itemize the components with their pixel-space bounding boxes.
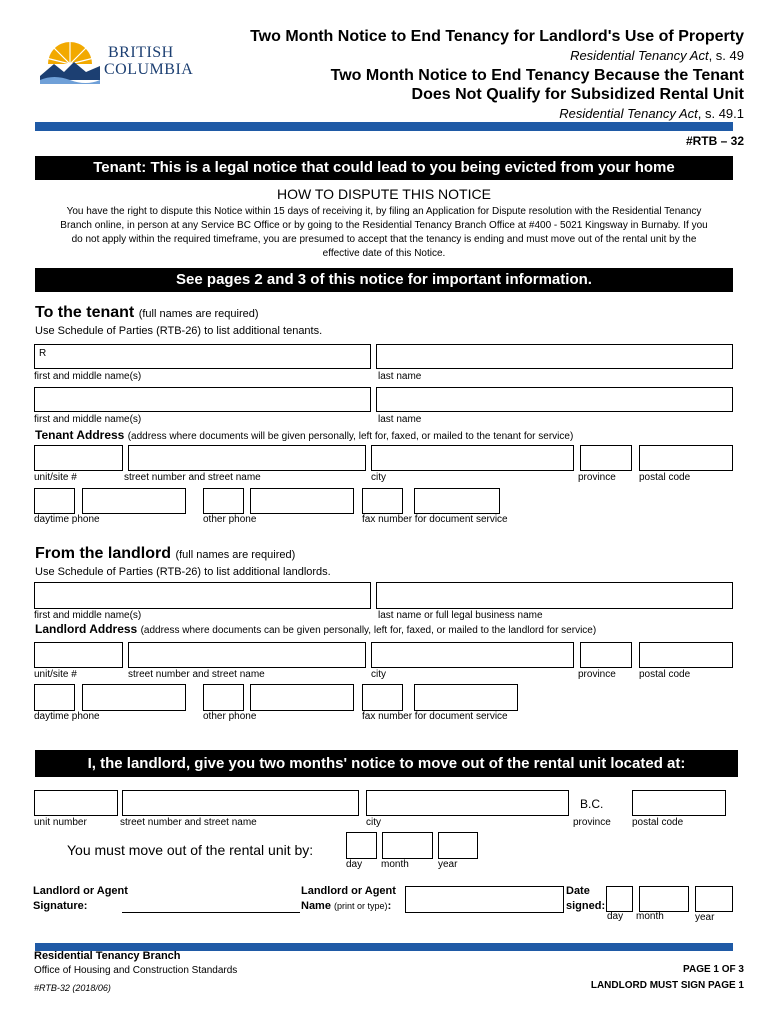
tenant-last-name-field-2[interactable] (376, 387, 733, 412)
logo-text-british: BRITISH (108, 44, 174, 61)
rental-street-field[interactable] (122, 790, 359, 816)
rental-unit-number-field[interactable] (34, 790, 118, 816)
tenant-title-note: (full names are required) (138, 308, 259, 320)
form-title-section-49-1-line1: Two Month Notice to End Tenancy Because the Tenant (330, 67, 744, 84)
landlord-city-field[interactable] (371, 642, 574, 668)
move-out-day-field[interactable] (346, 832, 377, 859)
footer-office: Office of Housing and Construction Standards (34, 965, 238, 976)
tenant-address-note: (address where documents will be given personally, left for, faxed, or mailed to the tenant for service) (127, 431, 574, 442)
tenant-province-label: province (578, 472, 616, 483)
signature-label (33, 884, 128, 914)
tenant-section-title (35, 304, 259, 322)
rental-unit-label: unit number (34, 817, 87, 828)
tenant-other-number[interactable] (250, 488, 354, 514)
signature-line[interactable] (122, 912, 300, 913)
agent-name-label-line2 (301, 899, 396, 914)
date-signed-year-label: year (695, 912, 715, 923)
landlord-daytime-phone-label: daytime phone (34, 711, 100, 722)
header-blue-rule (35, 122, 733, 131)
landlord-other-area-code[interactable] (203, 684, 244, 711)
rental-street-label: street number and street name (120, 817, 257, 828)
tenant-city-field[interactable] (371, 445, 574, 471)
signature-label-line1: Landlord or Agent (33, 885, 128, 897)
date-signed-label-line1: Date (566, 885, 590, 897)
act-section: , s. 49.1 (697, 106, 744, 121)
dispute-text (0, 205, 768, 261)
agent-name-label (301, 884, 396, 914)
bc-logo (38, 36, 198, 86)
form-number: #RTB – 32 (685, 134, 744, 148)
date-signed-month-label: month (636, 911, 664, 922)
rental-province-label: province (573, 817, 611, 828)
dispute-line-1: You have the right to dispute this Notice within 15 days of receiving it, by filing an Application for Dispute resolution with the Residential Tenancy (66, 206, 702, 217)
tenant-unit-field[interactable] (34, 445, 123, 471)
move-out-day-label: day (346, 859, 363, 870)
landlord-street-field[interactable] (128, 642, 366, 668)
landlord-section-title (35, 545, 295, 563)
important-info-bar: See pages 2 and 3 of this notice for important information. (35, 268, 733, 292)
tenant-first-name-label-2: first and middle name(s) (34, 414, 142, 425)
tenant-daytime-number[interactable] (82, 488, 186, 514)
tenant-street-label: street number and street name (124, 472, 261, 483)
tenant-fax-area-code[interactable] (362, 488, 403, 514)
tenant-street-field[interactable] (128, 445, 366, 471)
dispute-line-4: effective date of this Notice. (322, 248, 446, 259)
date-signed-day-label: day (607, 911, 624, 922)
rental-city-label: city (366, 817, 381, 828)
tenant-fax-label: fax number for document service (362, 514, 508, 525)
move-out-by-text: You must move out of the rental unit by: (67, 842, 314, 858)
form-title-section-49: Two Month Notice to End Tenancy for Landlord's Use of Property (250, 28, 744, 45)
footer-page-number: PAGE 1 OF 3 (683, 964, 744, 975)
move-out-month-label: month (381, 859, 409, 870)
tenant-daytime-area-code[interactable] (34, 488, 75, 514)
tenant-province-field[interactable] (580, 445, 632, 471)
tenant-last-name-label-2: last name (378, 414, 422, 425)
agent-name-label-line1: Landlord or Agent (301, 885, 396, 897)
rental-province-bc: B.C. (580, 797, 604, 811)
landlord-schedule-note: Use Schedule of Parties (RTB-26) to list additional landlords. (35, 566, 331, 578)
landlord-city-label: city (371, 669, 386, 680)
dispute-heading: HOW TO DISPUTE THIS NOTICE (277, 186, 491, 202)
landlord-address-title-text: Landlord Address (35, 622, 138, 636)
rental-postal-field[interactable] (632, 790, 726, 816)
act-reference-49-1 (559, 106, 744, 121)
landlord-title-note: (full names are required) (175, 549, 296, 561)
landlord-last-name-field[interactable] (376, 582, 733, 609)
landlord-last-name-label: last name or full legal business name (378, 610, 543, 621)
date-signed-month-field[interactable] (639, 886, 689, 912)
footer-branch: Residential Tenancy Branch (34, 950, 181, 962)
footer-must-sign: LANDLORD MUST SIGN PAGE 1 (590, 980, 744, 991)
landlord-first-name-label: first and middle name(s) (34, 610, 142, 621)
landlord-other-number[interactable] (250, 684, 354, 711)
landlord-fax-area-code[interactable] (362, 684, 403, 711)
tenant-postal-field[interactable] (639, 445, 733, 471)
agent-name-field[interactable] (405, 886, 564, 913)
date-signed-day-field[interactable] (606, 886, 633, 912)
bc-logo-emblem-icon (38, 36, 102, 84)
act-reference-49 (570, 48, 744, 63)
date-signed-label-line2: signed: (566, 900, 606, 912)
tenant-other-phone-label: other phone (203, 514, 257, 525)
tenant-first-name-label-1: first and middle name(s) (34, 371, 142, 382)
tenant-daytime-phone-label: daytime phone (34, 514, 100, 525)
signature-label-line2: Signature: (33, 900, 88, 912)
landlord-other-phone-label: other phone (203, 711, 257, 722)
tenant-city-label: city (371, 472, 386, 483)
landlord-unit-field[interactable] (34, 642, 123, 668)
landlord-address-title (35, 622, 596, 636)
move-out-year-label: year (438, 859, 458, 870)
landlord-address-note: (address where documents can be given personally, left for, faxed, or mailed to the landlord for service) (140, 625, 597, 636)
landlord-province-label: province (578, 669, 616, 680)
landlord-street-label: street number and street name (128, 669, 265, 680)
landlord-postal-label: postal code (639, 669, 691, 680)
agent-name-label-text: Name (301, 900, 331, 912)
landlord-title-text: From the landlord (35, 545, 171, 562)
rental-postal-label: postal code (632, 817, 684, 828)
landlord-daytime-number[interactable] (82, 684, 186, 711)
tenant-first-name-field-2[interactable] (34, 387, 371, 412)
landlord-unit-label: unit/site # (34, 669, 77, 680)
landlord-fax-number[interactable] (414, 684, 518, 711)
agent-name-print-note: (print or type) (334, 901, 388, 911)
tenant-unit-label: unit/site # (34, 472, 77, 483)
act-section: , s. 49 (708, 48, 744, 63)
tenant-title-text: To the tenant (35, 304, 135, 321)
tenant-other-area-code[interactable] (203, 488, 244, 514)
landlord-daytime-area-code[interactable] (34, 684, 75, 711)
act-name: Residential Tenancy Act (570, 48, 709, 63)
dispute-line-2: Branch online, in person at any Service BC Office or by going to the Residential Tenancy Branch Office at #400 - 5021 Kingsway in Burnaby. If you (60, 220, 708, 231)
move-out-month-field[interactable] (382, 832, 433, 859)
act-name: Residential Tenancy Act (559, 106, 698, 121)
tenant-last-name-field-1[interactable] (376, 344, 733, 369)
dispute-line-3: do not apply within the required timeframe, you are presumed to accept that the tenancy is ending and must move out of the rental unit by the (71, 234, 697, 245)
eviction-warning-bar: Tenant: This is a legal notice that could lead to you being evicted from your home (35, 156, 733, 180)
form-title-section-49-1-line2: Does Not Qualify for Subsidized Rental Unit (411, 86, 744, 103)
rental-city-field[interactable] (366, 790, 569, 816)
landlord-first-name-field[interactable] (34, 582, 371, 609)
tenant-first-name-field-1[interactable]: R (34, 344, 371, 369)
date-signed-label (566, 884, 605, 914)
date-signed-year-field[interactable] (695, 886, 733, 912)
move-out-year-field[interactable] (438, 832, 478, 859)
footer-form-code: #RTB-32 (2018/06) (34, 983, 111, 993)
agent-name-colon: : (387, 900, 392, 912)
move-out-notice-bar: I, the landlord, give you two months' notice to move out of the rental unit located at: (35, 750, 738, 777)
landlord-province-field[interactable] (580, 642, 632, 668)
tenant-fax-number[interactable] (414, 488, 500, 514)
logo-text-columbia: COLUMBIA (104, 61, 194, 78)
tenant-address-title (35, 428, 573, 442)
tenant-last-name-label-1: last name (378, 371, 422, 382)
landlord-fax-label: fax number for document service (362, 711, 508, 722)
tenant-schedule-note: Use Schedule of Parties (RTB-26) to list additional tenants. (35, 325, 323, 337)
landlord-postal-field[interactable] (639, 642, 733, 668)
tenant-postal-label: postal code (639, 472, 691, 483)
tenant-address-title-text: Tenant Address (35, 428, 125, 442)
